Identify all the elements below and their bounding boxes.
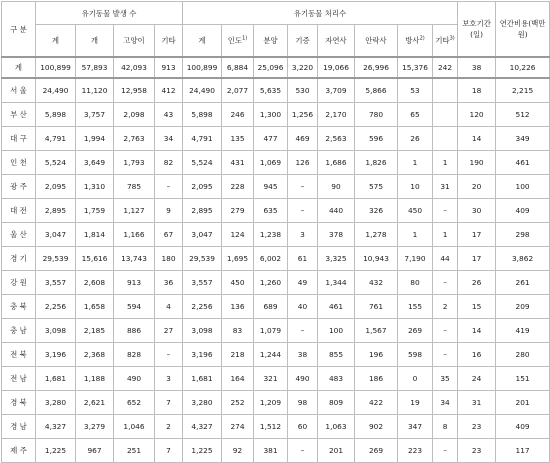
occurrence-cell: 43 (155, 103, 183, 127)
header-proc-adoption: 분양 (254, 25, 288, 58)
occurrence-cell: 24,490 (36, 78, 76, 103)
protection-period-cell: 190 (458, 151, 496, 175)
processing-cell: 186 (355, 367, 398, 391)
protection-period-cell: 14 (458, 319, 496, 343)
processing-cell: 477 (254, 127, 288, 151)
processing-cell: 80 (398, 271, 433, 295)
header-annual-cost: 연간비용(백만원) (496, 2, 550, 58)
processing-cell: 902 (355, 415, 398, 439)
occurrence-cell: 4,791 (36, 127, 76, 151)
processing-cell: 469 (288, 127, 318, 151)
processing-cell: 24,490 (183, 78, 222, 103)
occurrence-cell: 5,898 (36, 103, 76, 127)
region-cell: 울 산 (2, 223, 36, 247)
processing-cell: 1 (398, 223, 433, 247)
occurrence-cell: 3,557 (36, 271, 76, 295)
processing-cell: 1,826 (355, 151, 398, 175)
processing-cell: 6,002 (254, 247, 288, 271)
table-row (2, 103, 550, 127)
region-cell: 인 천 (2, 151, 36, 175)
protection-period-cell: 14 (458, 127, 496, 151)
occurrence-cell: 2,895 (36, 199, 76, 223)
protection-period-cell: 23 (458, 415, 496, 439)
table-row (2, 223, 550, 247)
occurrence-cell: 412 (155, 78, 183, 103)
occurrence-cell: 2,256 (36, 295, 76, 319)
occurrence-cell: – (155, 343, 183, 367)
processing-cell: – (433, 199, 458, 223)
processing-cell: 321 (254, 367, 288, 391)
processing-cell: 490 (288, 367, 318, 391)
occurrence-cell: 13,743 (114, 247, 155, 271)
region-cell: 부 산 (2, 103, 36, 127)
occurrence-cell: 11,120 (76, 78, 114, 103)
processing-cell: 1,300 (254, 103, 288, 127)
occurrence-cell: 2,095 (36, 175, 76, 199)
header-proc-other: 기타$^{3)}$ (433, 25, 458, 58)
processing-cell: 136 (222, 295, 254, 319)
processing-cell: 29,539 (183, 247, 222, 271)
occurrence-cell: 3,196 (36, 343, 76, 367)
region-cell: 대 구 (2, 127, 36, 151)
processing-cell: 450 (398, 199, 433, 223)
processing-cell: 3 (288, 223, 318, 247)
processing-cell: 92 (222, 439, 254, 463)
table-body (2, 57, 550, 463)
table-row (2, 319, 550, 343)
occurrence-cell: 1,759 (76, 199, 114, 223)
occurrence-cell: 180 (155, 247, 183, 271)
processing-cell: 761 (355, 295, 398, 319)
processing-cell: 201 (318, 439, 355, 463)
table-row (2, 439, 550, 463)
occurrence-cell: 2,621 (76, 391, 114, 415)
processing-cell: – (433, 271, 458, 295)
annual-cost-cell: 419 (496, 319, 550, 343)
processing-cell: 432 (355, 271, 398, 295)
animal-statistics-table (1, 1, 550, 463)
processing-cell: 1 (433, 151, 458, 175)
occurrence-cell: 3,757 (76, 103, 114, 127)
table-row (2, 391, 550, 415)
processing-cell: – (433, 439, 458, 463)
header-occ-total: 계 (36, 25, 76, 58)
occurrence-cell: 34 (155, 127, 183, 151)
occurrence-cell: 12,958 (114, 78, 155, 103)
table-row (2, 295, 550, 319)
processing-cell: 65 (398, 103, 433, 127)
processing-cell: 1,681 (183, 367, 222, 391)
occurrence-cell: 2,098 (114, 103, 155, 127)
processing-cell: – (288, 439, 318, 463)
occurrence-cell: 913 (114, 271, 155, 295)
processing-cell: 6,884 (222, 57, 254, 78)
annual-cost-cell: 201 (496, 391, 550, 415)
processing-cell (433, 103, 458, 127)
protection-period-cell: 30 (458, 199, 496, 223)
occurrence-cell: 2,763 (114, 127, 155, 151)
occurrence-cell: 1,658 (76, 295, 114, 319)
occurrence-cell: 82 (155, 151, 183, 175)
occurrence-cell: 828 (114, 343, 155, 367)
protection-period-cell: 120 (458, 103, 496, 127)
protection-period-cell: 24 (458, 367, 496, 391)
protection-period-cell: 38 (458, 57, 496, 78)
processing-cell: 246 (222, 103, 254, 127)
protection-period-cell: 17 (458, 223, 496, 247)
processing-cell: 1,238 (254, 223, 288, 247)
annual-cost-cell: 117 (496, 439, 550, 463)
processing-cell: 3,557 (183, 271, 222, 295)
processing-cell: 1,079 (254, 319, 288, 343)
table-row (2, 199, 550, 223)
processing-cell: 83 (222, 319, 254, 343)
processing-cell: 326 (355, 199, 398, 223)
processing-cell: 598 (398, 343, 433, 367)
processing-cell: 19,066 (318, 57, 355, 78)
processing-cell: 945 (254, 175, 288, 199)
protection-period-cell: 17 (458, 247, 496, 271)
occurrence-cell: 1,994 (76, 127, 114, 151)
occurrence-cell: 967 (76, 439, 114, 463)
occurrence-cell: 1,681 (36, 367, 76, 391)
processing-cell: 164 (222, 367, 254, 391)
occurrence-cell: 1,127 (114, 199, 155, 223)
processing-cell: 2,170 (318, 103, 355, 127)
occurrence-cell: 3,098 (36, 319, 76, 343)
occurrence-cell: 2,185 (76, 319, 114, 343)
processing-cell: 53 (398, 78, 433, 103)
processing-cell: 461 (318, 295, 355, 319)
annual-cost-cell: 151 (496, 367, 550, 391)
table-row (2, 343, 550, 367)
annual-cost-cell: 261 (496, 271, 550, 295)
processing-cell: 25,096 (254, 57, 288, 78)
processing-cell: 26,996 (355, 57, 398, 78)
processing-cell: 5,524 (183, 151, 222, 175)
protection-period-cell: 26 (458, 271, 496, 295)
processing-cell: 8 (433, 415, 458, 439)
header-proc-donation: 기증 (288, 25, 318, 58)
processing-cell: 450 (222, 271, 254, 295)
table-row (2, 271, 550, 295)
processing-cell: 1,260 (254, 271, 288, 295)
processing-cell: 347 (398, 415, 433, 439)
processing-cell: 242 (433, 57, 458, 78)
occurrence-cell: 67 (155, 223, 183, 247)
protection-period-cell: 15 (458, 295, 496, 319)
annual-cost-cell: 209 (496, 295, 550, 319)
processing-cell: 38 (288, 343, 318, 367)
processing-cell: 1 (398, 151, 433, 175)
occurrence-cell: 57,893 (76, 57, 114, 78)
header-proc-release: 방사$^{2)}$ (398, 25, 433, 58)
region-cell: 전 북 (2, 343, 36, 367)
occurrence-cell: 4,327 (36, 415, 76, 439)
processing-cell: 3,196 (183, 343, 222, 367)
table-row (2, 415, 550, 439)
processing-cell: 2,563 (318, 127, 355, 151)
annual-cost-cell: 3,862 (496, 247, 550, 271)
processing-cell: 4,791 (183, 127, 222, 151)
processing-cell: 26 (398, 127, 433, 151)
processing-cell: 1,209 (254, 391, 288, 415)
processing-cell: 126 (288, 151, 318, 175)
header-proc-total: 계 (183, 25, 222, 58)
header-proc-natural-death: 자연사 (318, 25, 355, 58)
processing-cell: 422 (355, 391, 398, 415)
table-row (2, 175, 550, 199)
occurrence-cell: 913 (155, 57, 183, 78)
occurrence-cell: 886 (114, 319, 155, 343)
processing-cell: 269 (398, 319, 433, 343)
processing-cell: 780 (355, 103, 398, 127)
occurrence-cell: 27 (155, 319, 183, 343)
processing-cell: – (433, 319, 458, 343)
protection-period-cell: 20 (458, 175, 496, 199)
processing-cell: 1,567 (355, 319, 398, 343)
annual-cost-cell: 349 (496, 127, 550, 151)
region-cell: 경 기 (2, 247, 36, 271)
header-proc-return: 인도$^{1)}$ (222, 25, 254, 58)
occurrence-cell: 1,310 (76, 175, 114, 199)
processing-cell: 431 (222, 151, 254, 175)
occurrence-cell: 7 (155, 391, 183, 415)
processing-cell: 10 (398, 175, 433, 199)
region-cell: 충 남 (2, 319, 36, 343)
processing-cell: 252 (222, 391, 254, 415)
processing-cell: 228 (222, 175, 254, 199)
processing-cell: 3,098 (183, 319, 222, 343)
occurrence-cell: 1,814 (76, 223, 114, 247)
region-cell: 충 북 (2, 295, 36, 319)
processing-cell: 0 (398, 367, 433, 391)
region-cell: 전 남 (2, 367, 36, 391)
annual-cost-cell: 512 (496, 103, 550, 127)
header-region: 구 분 (2, 2, 36, 58)
annual-cost-cell: 409 (496, 199, 550, 223)
processing-cell: 530 (288, 78, 318, 103)
occurrence-cell: 3,047 (36, 223, 76, 247)
processing-cell: 1,278 (355, 223, 398, 247)
occurrence-cell: 1,188 (76, 367, 114, 391)
occurrence-cell: 3,649 (76, 151, 114, 175)
annual-cost-cell: 2,215 (496, 78, 550, 103)
occurrence-cell: 4 (155, 295, 183, 319)
processing-cell: 155 (398, 295, 433, 319)
processing-cell: 10,943 (355, 247, 398, 271)
occurrence-cell: 29,539 (36, 247, 76, 271)
processing-cell: 4,327 (183, 415, 222, 439)
processing-cell: 2,895 (183, 199, 222, 223)
processing-cell: 5,866 (355, 78, 398, 103)
processing-cell: 596 (355, 127, 398, 151)
processing-cell: 196 (355, 343, 398, 367)
occurrence-cell: 1,793 (114, 151, 155, 175)
protection-period-cell: 31 (458, 391, 496, 415)
table-row (2, 367, 550, 391)
processing-cell: 1,512 (254, 415, 288, 439)
processing-cell: 809 (318, 391, 355, 415)
processing-cell: 2 (433, 295, 458, 319)
processing-cell: 3,047 (183, 223, 222, 247)
header-occ-cat: 고양이 (114, 25, 155, 58)
processing-cell: 135 (222, 127, 254, 151)
processing-cell: 1,063 (318, 415, 355, 439)
processing-cell: 575 (355, 175, 398, 199)
processing-cell: 15,376 (398, 57, 433, 78)
processing-cell: 1 (433, 223, 458, 247)
occurrence-cell: 3,280 (36, 391, 76, 415)
region-cell: 경 북 (2, 391, 36, 415)
processing-cell: 378 (318, 223, 355, 247)
processing-cell: 381 (254, 439, 288, 463)
processing-cell: 1,256 (288, 103, 318, 127)
processing-cell: – (288, 199, 318, 223)
table-row (2, 127, 550, 151)
processing-cell: 3,280 (183, 391, 222, 415)
occurrence-cell: 652 (114, 391, 155, 415)
header-processing-group: 유기동물 처리수 (183, 2, 458, 25)
occurrence-cell: 1,225 (36, 439, 76, 463)
occurrence-cell: 2,368 (76, 343, 114, 367)
processing-cell: 3,709 (318, 78, 355, 103)
processing-cell: 5,898 (183, 103, 222, 127)
table-row (2, 78, 550, 103)
processing-cell: 483 (318, 367, 355, 391)
region-cell: 서 울 (2, 78, 36, 103)
processing-cell: 31 (433, 175, 458, 199)
processing-cell: 40 (288, 295, 318, 319)
annual-cost-cell: 10,226 (496, 57, 550, 78)
processing-cell: 2,256 (183, 295, 222, 319)
processing-cell: 1,695 (222, 247, 254, 271)
occurrence-cell: 1,046 (114, 415, 155, 439)
occurrence-cell: 100,899 (36, 57, 76, 78)
processing-cell: 1,244 (254, 343, 288, 367)
processing-cell: 98 (288, 391, 318, 415)
processing-cell: 7,190 (398, 247, 433, 271)
processing-cell (433, 127, 458, 151)
occurrence-cell: 2 (155, 415, 183, 439)
protection-period-cell: 23 (458, 439, 496, 463)
occurrence-cell: 3 (155, 367, 183, 391)
processing-cell: – (433, 343, 458, 367)
occurrence-cell: 490 (114, 367, 155, 391)
processing-cell: 19 (398, 391, 433, 415)
occurrence-cell: 594 (114, 295, 155, 319)
processing-cell: 1,686 (318, 151, 355, 175)
processing-cell: 218 (222, 343, 254, 367)
processing-cell: 124 (222, 223, 254, 247)
processing-cell: 61 (288, 247, 318, 271)
occurrence-cell: 2,608 (76, 271, 114, 295)
region-cell: 계 (2, 57, 36, 78)
header-occ-other: 기타 (155, 25, 183, 58)
processing-cell: 1,225 (183, 439, 222, 463)
processing-cell: – (288, 175, 318, 199)
total-row (2, 57, 550, 78)
occurrence-cell: 36 (155, 271, 183, 295)
processing-cell: 279 (222, 199, 254, 223)
occurrence-cell: 1,166 (114, 223, 155, 247)
processing-cell: 2,077 (222, 78, 254, 103)
region-cell: 대 전 (2, 199, 36, 223)
occurrence-cell: – (155, 175, 183, 199)
processing-cell: 49 (288, 271, 318, 295)
processing-cell: 100 (318, 319, 355, 343)
processing-cell: 100,899 (183, 57, 222, 78)
annual-cost-cell: 409 (496, 415, 550, 439)
region-cell: 경 남 (2, 415, 36, 439)
processing-cell: 440 (318, 199, 355, 223)
protection-period-cell: 18 (458, 78, 496, 103)
processing-cell: 223 (398, 439, 433, 463)
occurrence-cell: 9 (155, 199, 183, 223)
processing-cell: 34 (433, 391, 458, 415)
header-occurrence-group: 유기동물 발생 수 (36, 2, 183, 25)
processing-cell: 60 (288, 415, 318, 439)
processing-cell: 3,325 (318, 247, 355, 271)
region-cell: 광 주 (2, 175, 36, 199)
processing-cell (433, 78, 458, 103)
annual-cost-cell: 298 (496, 223, 550, 247)
occurrence-cell: 785 (114, 175, 155, 199)
processing-cell: – (288, 319, 318, 343)
occurrence-cell: 3,279 (76, 415, 114, 439)
processing-cell: 269 (355, 439, 398, 463)
annual-cost-cell: 461 (496, 151, 550, 175)
header-protection-period: 보호기간(일) (458, 2, 496, 58)
processing-cell: 35 (433, 367, 458, 391)
table-row (2, 247, 550, 271)
processing-cell: 855 (318, 343, 355, 367)
occurrence-cell: 15,616 (76, 247, 114, 271)
processing-cell: 5,635 (254, 78, 288, 103)
processing-cell: 44 (433, 247, 458, 271)
protection-period-cell: 16 (458, 343, 496, 367)
annual-cost-cell: 100 (496, 175, 550, 199)
table-row (2, 151, 550, 175)
occurrence-cell: 5,524 (36, 151, 76, 175)
processing-cell: 1,069 (254, 151, 288, 175)
processing-cell: 274 (222, 415, 254, 439)
header-occ-dog: 개 (76, 25, 114, 58)
annual-cost-cell: 280 (496, 343, 550, 367)
region-cell: 제 주 (2, 439, 36, 463)
processing-cell: 3,220 (288, 57, 318, 78)
processing-cell: 635 (254, 199, 288, 223)
occurrence-cell: 42,093 (114, 57, 155, 78)
region-cell: 강 원 (2, 271, 36, 295)
header-proc-euthanasia: 안락사 (355, 25, 398, 58)
occurrence-cell: 7 (155, 439, 183, 463)
occurrence-cell: 251 (114, 439, 155, 463)
processing-cell: 1,344 (318, 271, 355, 295)
processing-cell: 689 (254, 295, 288, 319)
processing-cell: 90 (318, 175, 355, 199)
processing-cell: 2,095 (183, 175, 222, 199)
